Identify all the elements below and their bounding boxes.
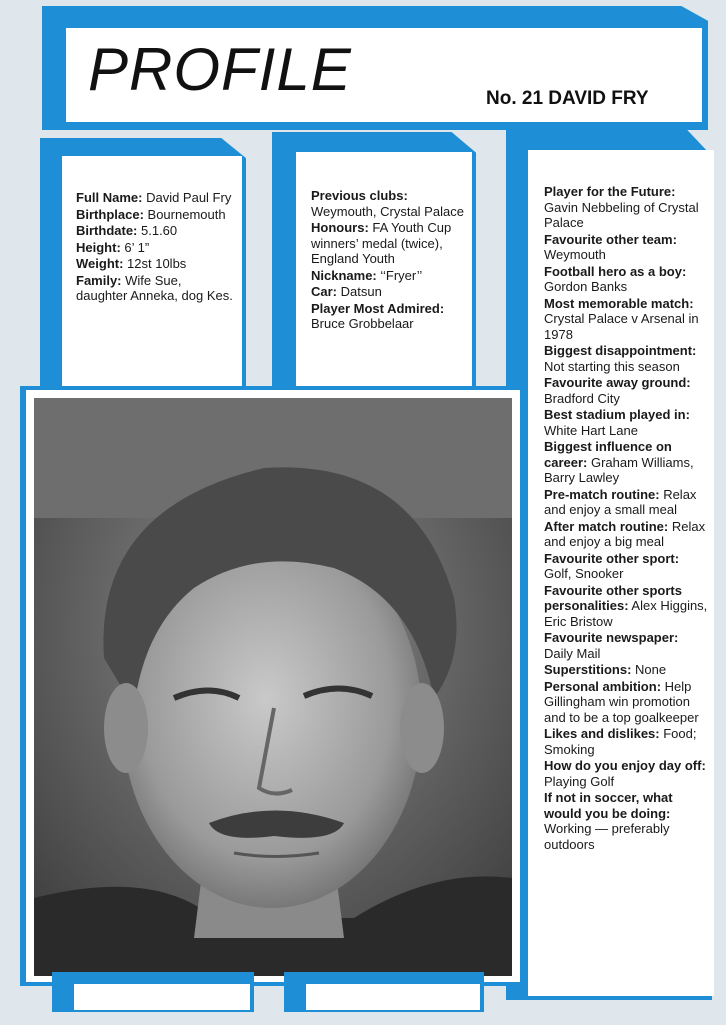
- profile-entry: [311, 188, 471, 219]
- profile-value: Weymouth, Crystal Palace: [311, 203, 464, 219]
- profile-value: White Hart Lane: [544, 422, 638, 438]
- profile-entry: [544, 264, 708, 295]
- profile-label: Pre-match routine:: [544, 486, 660, 502]
- profile-value: Bruce Grobbelaar: [311, 316, 414, 331]
- profile-entry: [544, 519, 708, 550]
- profile-value: 12st 10lbs: [123, 256, 187, 271]
- profile-entry: [544, 630, 708, 661]
- profile-label: Favourite other sports personalities:: [544, 582, 682, 613]
- profile-label: Birthplace:: [76, 206, 144, 222]
- profile-label: If not in soccer, what would you be doing:: [544, 790, 673, 821]
- profile-entry: [544, 583, 708, 630]
- profile-value: Playing Golf: [544, 773, 615, 789]
- profile-label: Superstitions:: [544, 662, 632, 677]
- profile-entry: [544, 296, 708, 343]
- profile-label: Favourite away ground:: [544, 375, 691, 390]
- profile-label: Full Name:: [76, 190, 143, 205]
- profile-entry: [544, 439, 708, 486]
- profile-entry: [544, 184, 708, 231]
- profile-value: Not starting this season: [544, 358, 680, 374]
- profile-value: Gordon Banks: [544, 279, 628, 294]
- profile-label: Likes and dislikes:: [544, 726, 660, 741]
- profile-entry: [544, 726, 708, 757]
- profile-entry: [544, 679, 708, 726]
- profile-entry: [76, 190, 234, 206]
- profile-value: 6’ 1”: [120, 239, 150, 255]
- profile-label: Birthdate:: [76, 223, 138, 238]
- profile-entry: [311, 284, 471, 300]
- page-title: PROFILE: [88, 36, 352, 103]
- profile-entry: [544, 487, 708, 518]
- profile-entry: [76, 273, 234, 304]
- profile-label: Family:: [76, 272, 122, 288]
- profile-value: 5.1.60: [137, 223, 178, 238]
- profile-value: Bradford City: [544, 390, 620, 406]
- profile-label: Most memorable match:: [544, 295, 694, 311]
- profile-value: ‘‘Fryer’’: [376, 267, 423, 283]
- profile-label: Weight:: [76, 256, 124, 271]
- profile-label: Nickname:: [311, 267, 377, 283]
- profile-value: Daily Mail: [544, 645, 601, 661]
- profile-value: Wife Sue, daughter Anneka, dog Kes.: [76, 272, 233, 303]
- profile-label: Football hero as a boy:: [544, 263, 687, 279]
- bottom-panel-left: [74, 984, 250, 1010]
- profile-label: Best stadium played in:: [544, 407, 690, 422]
- profile-label: Car:: [311, 284, 338, 299]
- profile-entry: [76, 240, 234, 256]
- profile-label: Biggest influence on career:: [544, 439, 672, 470]
- profile-entry: [544, 551, 708, 582]
- player-photo-image: [34, 398, 512, 976]
- profile-entry: [76, 256, 234, 272]
- profile-entry: [311, 268, 471, 284]
- profile-value: Working — preferably outdoors: [544, 821, 670, 852]
- profile-value: David Paul Fry: [142, 190, 232, 205]
- profile-label: After match routine:: [544, 518, 669, 534]
- profile-entry: [544, 232, 708, 263]
- profile-label: Player Most Admired:: [311, 300, 445, 316]
- column1-text: [76, 190, 234, 305]
- profile-value: Weymouth: [544, 247, 606, 262]
- profile-entry: [544, 375, 708, 406]
- profile-label: Previous clubs:: [311, 188, 408, 203]
- profile-value: Gavin Nebbeling of Crystal Palace: [544, 199, 699, 230]
- profile-value: Relax and enjoy a big meal: [544, 518, 706, 549]
- profile-entry: [76, 207, 234, 223]
- profile-entry: [544, 343, 708, 374]
- player-number-name: No. 21 DAVID FRY: [486, 88, 649, 109]
- profile-entry: [311, 220, 471, 267]
- profile-value: Bournemouth: [143, 206, 226, 222]
- profile-entry: [311, 301, 471, 332]
- profile-value: None: [631, 662, 667, 677]
- profile-label: Favourite other sport:: [544, 550, 680, 566]
- profile-label: Favourite newspaper:: [544, 630, 679, 645]
- profile-entry: [544, 758, 708, 789]
- profile-entry: [544, 407, 708, 438]
- column2-text: [311, 188, 471, 333]
- profile-label: Biggest disappointment:: [544, 343, 697, 358]
- profile-label: Honours:: [311, 220, 369, 235]
- profile-entry: [544, 662, 708, 678]
- profile-label: Player for the Future:: [544, 184, 676, 199]
- profile-label: Height:: [76, 239, 121, 255]
- profile-value: Alex Higgins, Eric Bristow: [544, 598, 708, 629]
- profile-value: Help Gillingham win promotion and to be a top goalkeeper: [544, 678, 699, 725]
- profile-value: Relax and enjoy a small meal: [544, 486, 697, 517]
- profile-value: Crystal Palace v Arsenal in 1978: [544, 311, 699, 342]
- player-photo: [34, 398, 512, 976]
- profile-value: Food; Smoking: [544, 726, 697, 757]
- bottom-panel-center: [306, 984, 480, 1010]
- profile-value: FA Youth Cup winners’ medal (twice), England Youth: [311, 220, 452, 266]
- profile-value: Graham Williams, Barry Lawley: [544, 454, 694, 485]
- column3-text: [544, 184, 708, 853]
- profile-value: Golf, Snooker: [544, 566, 624, 581]
- profile-label: How do you enjoy day off:: [544, 758, 706, 773]
- profile-entry: [76, 223, 234, 239]
- profile-value: Datsun: [337, 284, 382, 299]
- profile-entry: [544, 790, 708, 852]
- profile-label: Personal ambition:: [544, 678, 662, 694]
- profile-label: Favourite other team:: [544, 231, 677, 247]
